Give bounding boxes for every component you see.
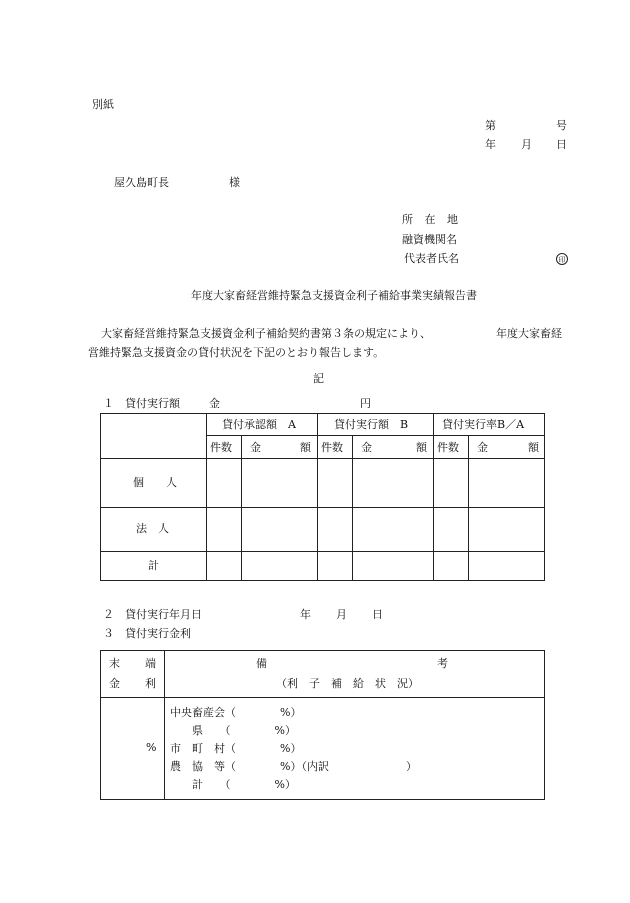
header-execution-rate: 貸付実行率B／A [442,418,525,431]
number-prefix: 第 [485,119,496,132]
sub-amount-gaku-2: 額 [416,441,427,454]
sub-amount-gaku-3: 額 [528,441,539,454]
section2-month: 月 [336,608,347,621]
header-remarks-a: 備 [256,657,267,670]
sub-count-2: 件数 [321,441,343,454]
interest-line-central: 中央畜産会（ %） [170,706,302,719]
sender-institution-label: 融資機関名 [402,233,457,246]
seal-mark: 印 [556,253,568,265]
sub-amount-kin-3: 金 [477,441,488,454]
number-suffix: 号 [556,119,567,132]
header-rate-b: 利 [145,677,156,690]
interest-line-coop: 農 協 等（ %）（内訳 ） [170,760,417,773]
sender-representative-label: 代表者氏名 [404,252,459,265]
date-day: 日 [556,138,567,151]
section1-kin: 金 [209,397,220,410]
document-title: 年度大家畜経営維持緊急支援資金利子補給事業実績報告書 [191,289,477,302]
header-executed-amount: 貸付実行額 B [334,418,409,431]
sub-count-1: 件数 [210,441,232,454]
header-end-a: 末 [109,657,120,670]
sender-address-label: 所 在 地 [402,213,462,226]
header-end-b: 端 [145,657,156,670]
sub-amount-gaku-1: 額 [300,441,311,454]
body-line1b: 年度大家畜経 [496,327,562,340]
attachment-label: 別紙 [92,98,114,111]
sub-amount-kin-1: 金 [250,441,261,454]
header-approved-amount: 貸付承認額 A [222,418,296,431]
sub-count-3: 件数 [437,441,459,454]
row-total: 計 [148,559,159,572]
header-remarks-sub: （利 子 補 給 状 況） [276,677,419,690]
interest-line-total: 計 （ %） [170,778,296,791]
section3-label: ３ 貸付実行金利 [103,627,191,640]
percent-label: % [146,741,157,754]
date-year: 年 [485,138,496,151]
addressee-name: 屋久島町長 [114,176,169,189]
header-remarks-b: 考 [437,657,448,670]
addressee-honorific: 様 [229,176,240,189]
interest-line-prefecture: 県 （ %） [170,724,296,737]
interest-line-municipality: 市 町 村（ %） [170,742,302,755]
date-month: 月 [521,138,532,151]
section1-label: １ 貸付実行額 [103,397,180,410]
header-rate-a: 金 [109,677,120,690]
row-individual: 個 人 [133,476,177,489]
section1-yen: 円 [360,397,371,410]
body-line2: 営維持緊急支援資金の貸付状況を下記のとおり報告します。 [88,346,385,359]
body-line1a: 大家畜経営維持緊急支援資金利子補給契約書第３条の規定により、 [101,327,431,340]
ki-label: 記 [313,372,324,385]
section2-label: ２ 貸付実行年月日 [103,608,202,621]
section2-year: 年 [300,608,311,621]
sub-amount-kin-2: 金 [361,441,372,454]
row-corporation: 法 人 [136,522,169,535]
section2-day: 日 [372,608,383,621]
